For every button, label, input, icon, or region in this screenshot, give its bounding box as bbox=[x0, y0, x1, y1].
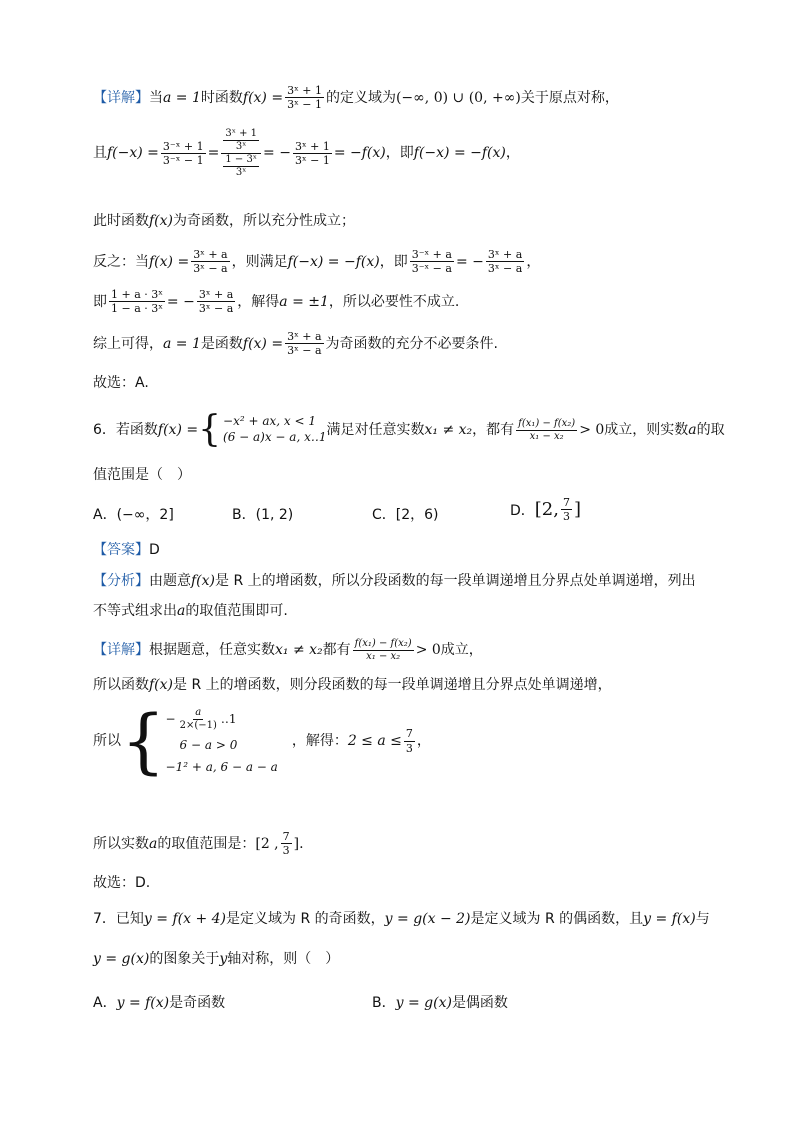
math: f(x) = bbox=[157, 421, 199, 438]
math: a bbox=[149, 835, 158, 852]
left-brace: { bbox=[198, 409, 222, 450]
detail-line-2 bbox=[93, 128, 520, 179]
text: 反之：当 bbox=[93, 253, 149, 270]
fraction: $\frac{7}{3}$ bbox=[405, 727, 413, 755]
text: 成立， bbox=[440, 642, 483, 659]
text: 满足对任意实数 bbox=[326, 421, 425, 438]
text: 根据题意，任意实数 bbox=[149, 642, 275, 659]
text: ，则满足 bbox=[231, 253, 288, 270]
system-row-3: −1² + a, 6 − a − a bbox=[165, 759, 278, 774]
math: = − bbox=[455, 253, 484, 270]
math: x₁ ≠ x₂ bbox=[424, 421, 473, 438]
detail-line-1 bbox=[93, 84, 619, 111]
math: f(x) = bbox=[242, 335, 284, 352]
answer-line bbox=[93, 541, 160, 559]
fraction: $\frac{\text{3ˣ + a}}{\text{3ˣ − a}}$ bbox=[487, 248, 523, 276]
math: = bbox=[207, 145, 220, 162]
text: 是定义域为 R 的偶函数，且 bbox=[470, 911, 644, 927]
text: 的定义域为 bbox=[325, 89, 396, 106]
math: a bbox=[177, 603, 186, 619]
math: = − bbox=[166, 293, 195, 310]
text: 的取值范围是： bbox=[157, 835, 256, 852]
text: ，即 bbox=[379, 253, 408, 270]
option-7b[interactable]: B．y = g(x)是偶函数 bbox=[372, 995, 508, 1011]
fraction: $\frac{\text{f(x₁) − f(x₂)}}{\text{x₁ − x₂}}$ bbox=[354, 638, 412, 662]
text: 的图象关于 bbox=[149, 951, 220, 967]
text: ， bbox=[526, 253, 541, 270]
math: y = g(x) bbox=[93, 951, 150, 967]
math: 2 ≤ a ≤ bbox=[347, 732, 402, 749]
analysis-line-2 bbox=[93, 602, 288, 620]
analysis-line-1 bbox=[93, 572, 696, 590]
analysis-tag: 【分析】 bbox=[93, 573, 149, 589]
text: 所以实数 bbox=[93, 835, 149, 852]
text: 且 bbox=[93, 145, 107, 162]
detail-line-4 bbox=[93, 248, 540, 275]
fraction: $\frac{\text{3ˣ + a}}{\text{3ˣ − a}}$ bbox=[193, 248, 228, 276]
math: a = 1 bbox=[163, 89, 201, 106]
math: y = f(x) bbox=[643, 911, 696, 927]
question-7-cont bbox=[93, 950, 339, 968]
detail2-line-1 bbox=[93, 638, 483, 663]
option-a[interactable]: A．(−∞，2] bbox=[93, 507, 174, 523]
math: a = 1 bbox=[163, 335, 201, 352]
text: 由题意 bbox=[149, 573, 191, 589]
math: = −f(x) bbox=[333, 145, 386, 162]
option-c[interactable]: C．[2，6) bbox=[372, 507, 439, 523]
math: [2 , bbox=[255, 835, 279, 852]
text: ， bbox=[505, 145, 520, 162]
text: 轴对称，则（ ） bbox=[227, 951, 340, 967]
left-brace: { bbox=[121, 700, 166, 782]
text: 是定义域为 R 的奇函数， bbox=[226, 911, 385, 927]
compound-fraction: $\frac{\frac{\text{3ˣ + 1}}{\text{3ˣ}}}{\frac{\text{1 − 3ˣ}}{\text{3ˣ}}}$ bbox=[221, 128, 261, 179]
math: f(x) bbox=[149, 677, 174, 693]
text: 即 bbox=[93, 293, 107, 310]
fraction: $\frac{\text{f(x₁) − f(x₂)}}{\text{x₁ − x₂}}$ bbox=[518, 417, 576, 442]
math: a = ±1 bbox=[279, 293, 329, 310]
fraction: $\frac{\text{3ˣ + a}}{\text{3ˣ − a}}$ bbox=[198, 288, 234, 316]
fraction: $\frac{\text{3⁻ˣ + a}}{\text{3⁻ˣ − a}}$ bbox=[411, 248, 452, 276]
text: 时函数 bbox=[200, 89, 243, 106]
math: ]. bbox=[293, 835, 304, 852]
text: 都有 bbox=[322, 642, 351, 659]
text: 是 R 上的增函数，则分段函数的每一段单调递增且分界点处单调递增， bbox=[173, 677, 612, 693]
text: 综上可得， bbox=[93, 335, 163, 352]
range-line bbox=[93, 830, 304, 857]
system-row-2: 6 − a > 0 bbox=[179, 737, 238, 752]
text: ，都有 bbox=[472, 421, 515, 438]
question-7 bbox=[93, 910, 710, 928]
text: ，解得： bbox=[291, 732, 348, 749]
bracket: ] bbox=[573, 499, 582, 521]
text: 为奇函数的充分不必要条件. bbox=[325, 335, 498, 352]
math: f(x) bbox=[191, 573, 216, 589]
detail-line-3 bbox=[93, 212, 355, 230]
detail-line-5 bbox=[93, 288, 459, 315]
text: 当 bbox=[149, 89, 163, 106]
text: 为奇函数，所以充分性成立； bbox=[173, 213, 356, 229]
fraction: $\frac{\text{1 + a · 3ˣ}}{\text{1 − a · 3ˣ}}$ bbox=[111, 288, 163, 316]
question-6 bbox=[93, 409, 725, 450]
fraction: $\frac{\text{3ˣ + 1}}{\text{3ˣ − 1}}$ bbox=[287, 84, 322, 112]
math: a bbox=[688, 421, 697, 438]
option-7a[interactable]: A．y = f(x)是奇函数 bbox=[93, 995, 226, 1011]
math: y = g(x − 2) bbox=[384, 911, 471, 927]
text: 关于原点对称， bbox=[520, 89, 619, 106]
fraction: $\frac{7}{3}$ bbox=[282, 830, 290, 858]
system-row-1: − $\frac{a}{2\times(-1)}$ ‥1 bbox=[165, 706, 237, 731]
text: 的取值范围即可. bbox=[185, 603, 288, 619]
text: 6．若函数 bbox=[93, 421, 158, 438]
math: f(−x) = −f(x) bbox=[287, 253, 380, 270]
text: 是 R 上的增函数，所以分段函数的每一段单调递增且分界点处单调递增，列出 bbox=[215, 573, 696, 589]
text: 成立，则实数 bbox=[604, 421, 689, 438]
math: > 0 bbox=[579, 421, 605, 438]
detail-line-6 bbox=[93, 330, 498, 357]
text: ， bbox=[416, 732, 431, 749]
text: ，所以必要性不成立. bbox=[328, 293, 460, 310]
text: 是函数 bbox=[200, 335, 243, 352]
bracket: [2, bbox=[534, 499, 559, 521]
math: f(x) bbox=[149, 213, 174, 229]
fraction: $\frac{\text{3ˣ + 1}}{\text{3ˣ − 1}}$ bbox=[294, 139, 330, 167]
option-b[interactable]: B．(1, 2) bbox=[232, 507, 294, 523]
detail2-line-2 bbox=[93, 676, 612, 694]
detail-tag: 【详解】 bbox=[93, 89, 149, 106]
piecewise-cases: −x² + ax, x < 1 (6 − a)x − a, x‥1 bbox=[223, 414, 327, 444]
math: (−∞, 0) ∪ (0, +∞) bbox=[395, 89, 521, 106]
fraction: $\frac{7}{3}$ bbox=[562, 496, 570, 524]
math: f(−x) = −f(x) bbox=[413, 145, 506, 162]
math: x₁ ≠ x₂ bbox=[275, 642, 323, 659]
text: 7．已知 bbox=[93, 911, 144, 927]
fraction: $\frac{\text{3ˣ + a}}{\text{3ˣ − a}}$ bbox=[287, 330, 322, 358]
text: 与 bbox=[695, 911, 710, 927]
answer-tag: 【答案】 bbox=[93, 542, 149, 558]
text: ，解得 bbox=[237, 293, 280, 310]
option-d[interactable] bbox=[510, 496, 581, 523]
text: 的取 bbox=[696, 421, 725, 438]
answer-line-2: 故选：D. bbox=[93, 875, 151, 891]
math: f(−x) = bbox=[107, 145, 159, 162]
system-rows bbox=[166, 707, 278, 775]
answer-value: D bbox=[149, 542, 160, 558]
option-d-label: D． bbox=[510, 502, 535, 519]
detail-tag: 【详解】 bbox=[93, 642, 149, 659]
math: = − bbox=[263, 145, 291, 162]
text: 所以 bbox=[93, 732, 121, 749]
answer-line-1: 故选：A. bbox=[93, 375, 149, 391]
text: ，即 bbox=[385, 145, 414, 162]
text: 此时函数 bbox=[93, 213, 149, 229]
math: > 0 bbox=[415, 642, 441, 659]
fraction: $\frac{\text{3⁻ˣ + 1}}{\text{3⁻ˣ − 1}}$ bbox=[162, 139, 204, 167]
math: f(x) = bbox=[149, 253, 190, 270]
text: 不等式组求出 bbox=[93, 603, 177, 619]
question-6-cont: 值范围是（ ） bbox=[93, 467, 191, 483]
math: y bbox=[219, 951, 228, 967]
inequality-system bbox=[93, 700, 431, 782]
text: 所以函数 bbox=[93, 677, 149, 693]
math: f(x) = bbox=[242, 89, 284, 106]
math: y = f(x + 4) bbox=[143, 911, 227, 927]
